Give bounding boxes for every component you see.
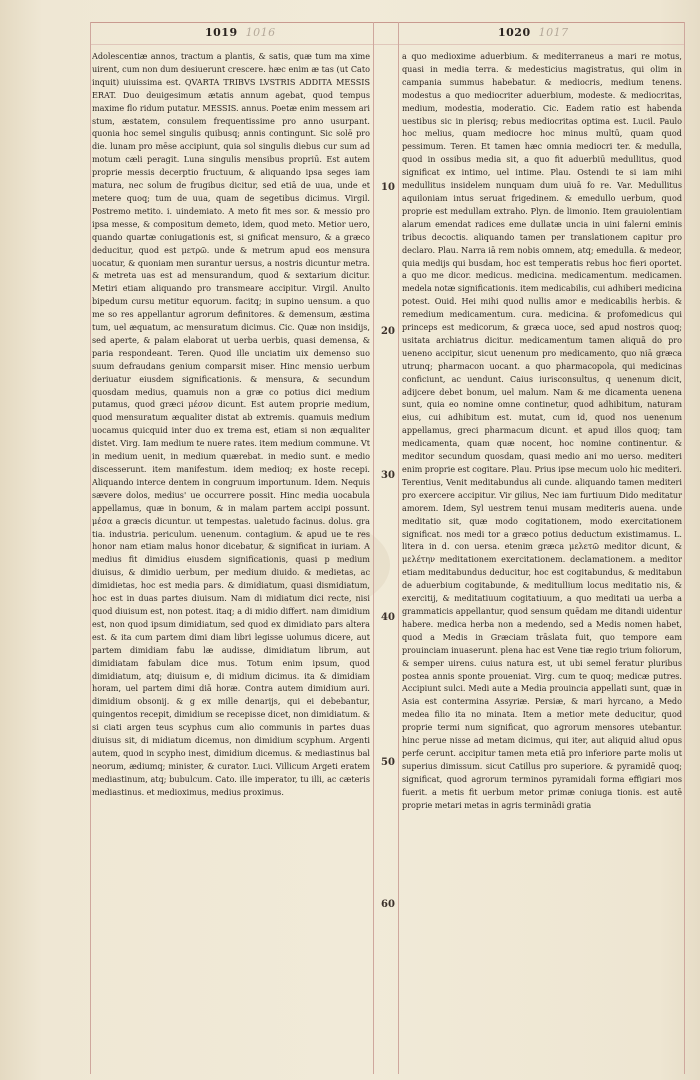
- left-folio-number: 1019: [205, 26, 238, 39]
- right-folio-number: 1020: [498, 26, 531, 39]
- left-margin-rule: [90, 22, 91, 1074]
- top-rule: [90, 22, 684, 23]
- right-folio-faint: 1017: [538, 26, 569, 39]
- header-rule: [90, 44, 684, 45]
- gutter-rule-left: [373, 22, 374, 1074]
- line-number: 10: [381, 182, 395, 193]
- line-number: 30: [381, 470, 395, 481]
- gutter-rule-right: [398, 22, 399, 1074]
- right-text-column: [402, 50, 682, 1055]
- line-number: 50: [381, 757, 395, 768]
- left-text-column: [92, 50, 370, 1055]
- right-margin-rule: [684, 22, 685, 1074]
- right-folio: [498, 26, 569, 39]
- left-column-text: Adolescentiæ annos, tractum a plantis, & satis, quæ tum ma xime uirent, cum non dum desiuerunt crescere. hæc enim æ tas (ut Cato inquit) uiuissima est. QVARTA TRIBVS LVSTRIS ADDITA MESSIS ERAT. Duo deuigesimum ætatis annum agebat, quod tempus maxime flo ridum putatur. MESSIS. annus. Poetæ enim messem ari stum, æstatem, consulem frequentissime pro anno usurpant. quonia hoc semel singulis quibusq; annis contingunt. Sic solē pro die. lunam pro mēse accipiunt, quia sol singulis diebus cur sum ad motum cæli peragit. Luna singulis mensibus propriū. Est autem proprie messis decerptio fructuum, & aliquando ipsa seges iam matura, nec solum de frugibus dicitur, sed etiā de uua, unde et metere quoq; tum de uua, quam de segetibus dicimus. Virgil. Postremo metito. i. uindemiato. A meto fit mes sor. & messio pro ipsa messe, & compositum demeto, idem, quod meto. Metior uero, quando quartæ coniugationis est, si gnificat mensuro, & a græco deducitur, quod est μετρῶ. unde & metrum apud eos mensura uocatur, & quoniam men surantur uersus, a nostris dicuntur metra. & metreta uas est ad mensurandum, quod & sextarium dicitur. Metiri etiam aliquando pro transmeare accipitur. Virgil. Anulto bipedum cursu metitur equorum. facitq; in supino uensum. a quo me so res appellantur agrorum definitores. & demensum, æstima tum, uel æquatum, ac mensuratum dicimus. Cic. Quæ non insidijs, sed aperte, & palam elaborat ut uerba uerbis, quasi demensa, & paria respondeant. Teren. Quod ille unciatim uix demenso suo suum defraudans genium comparsit miser. Hinc mensio uerbum deriuatur eiusdem significationis. & mensura, & secundum quosdam medius, quamuis non a græ co potius dici medium putamus, quod græci μέσον dicunt. Est autem proprie medium, quod mensuratum æqualiter distat ab extremis. quamuis medium uocamus quicquid inter duo ex trema est, etiam si non æqualiter distet. Virg. Iam medium te nuere rates. item medium commune. Vt in medium uenit, in medium quærebat. in medio sunt. e medio discesserunt. item manifestum. idem medioq; ex hoste recepi. Aliquando interce dentem in congruum importunum. Idem. Nequis sævere dolos, medius' ue occurrere possit. Hinc media uocabula appellamus, quæ in bonum, & in malam partem accipi possunt. μέσα a græcis dicuntur. ut tempestas. ualetudo facinus. dolus. gra tia. industria. periculum. uenenum. contagium. & apud ue te res honor nam etiam malus honor dicebatur, & significat in iuriam. A medius fit dimidius eiusdem significationis, quasi p medium diuisus, & dimidio uerbum, per medium diuido. & medietas, ac dimidietas, hoc est media pars. & dimidiatum, quasi dismidiatum, hoc est in duas partes diuisum. Nam di midiatum dici recte, nisi quod diuisum est, non potest. itaq; a di midio differt. nam dimidium est, non quod ipsum dimidiatum, sed quod ex dimidiato pars altera est. & ita cum partem dimi diam libri legisse uolumus dicere, aut partem dimidiam fabu læ audisse, dimidiatum librum, aut dimidiatam fabulam dice mus. Totum enim ipsum, quod dimidiatum, atq; diuisum e, di midium dicimus. ita & dimidiam horam, uel partem dimi diā horæ. Contra autem dimidium auri. dimidium obsonij. & g ex mille denarijs, qui ei debebantur, quingentos recepit, dimidium se recepisse dicet, non dimidiatum. & si ciati argen teus scyphus cum alio communis in partes duas diuisus sit, di midiatum dicemus, non dimidium scyphum. Argenti autem, quod in scypho inest, dimidium dicemus. & mediastinus bal neorum, ædiumq; minister, & curator. Luci. Villicum Argeti eratem mediastinum, atq; bubulcum. Cato. ille imperator, tu illi, ac cæteris mediastinus. et medioximus, medius proximus.: [92, 51, 370, 797]
- line-number: 40: [381, 612, 395, 623]
- left-folio: [205, 26, 276, 39]
- line-number: 60: [381, 899, 395, 910]
- left-folio-faint: 1016: [245, 26, 276, 39]
- right-column-text: a quo medioxime aduerbium. & mediterraneus a mari re motus, quasi in media terra. & medesticius magistratus, qui olim in campania summus habebatur. & mediocris, medium tenens. modestus a quo mediocriter aduerbium, modeste. & mediocritas, medium, modestia, moderatio. Cic. Eadem ratio est habenda uestibus sic in plerisq; rebus mediocritas optima est. Lucil. Paulo hoc melius, quam mediocre hoc minus multū, quam quod pessimum. Teren. Et tamen hæc omnia mediocri ter. & medulla, quod in ossibus media sit, a quo fit aduerbiū medullitus, quod significat ex intimo, uel intime. Plau. Ostendi te si iam mihi medullitus insidelem nunquam dum uiuā fo re. Var. Medullitus aquiloniam intus seruat frigedinem. & emedullo uerbum, quod proprie est medullam extraho. Plyn. de limonio. Item grauiolentiam alarum emendat radices eme dullatæ uncia in uini falerni eminis tribus decoctis. aliquando tamen per translationem capitur pro declaro. Plau. Narra iā rem nobis omnem, atq; emedulla. & medeor, quia medijs qui busdam, hoc est temperatis rebus hoc fieri oportet. a quo me dicor. medicus. medicina. medicamentum. medicamen. medela notæ significationis. item medicabilis, cui adhiberi medicina potest. Ouid. Hei mihi quod nullis amor e medicabilis herbis. & remedium medicamentum. cura. medicina. & profomedicus qui princeps est medicorum, & græca uoce, sed apud nostros quoq; usitata archiatrus dicitur. medicamentum tamen aliquā do pro ueneno accipitur, sicut uenenum pro medicamento, quo niā græca utrunq; pharmacon uocant. a quo pharmacopola, qui medicinas conficiunt, ac uendunt. Caius iurisconsultus, q uenenum dicit, adijcere debet bonum, uel malum. Nam & me dicamenta uenena sunt, quia eo nomine omne continetur, quod adhibitum, naturam eius, cui adhibitum est. mutat, cum id, quod nos uenenum appellamus, greci pharmacum dicunt. et apud illos quoq; tam medicamenta, quam quæ nocent, hoc nomine continentur. & meditor secundum quosdam, quasi medio ani mo uerso. mediteri enim proprie est cogitare. Plau. Prius ipse mecum uolo hic mediteri. Terentius, Venit meditabundus ali cunde. aliquando tamen mediteri pro exercere accipitur. Vir gilius, Nec iam furtiuum Dido meditatur amorem. Idem, Syl uestrem tenui musam mediteris auena. unde meditatio sit, quæ modo cogitationem, modo exercitationem significat. nos medi tor a græco potius deductum existimamus. L. litera in d. con uersa. etenim græca μελετῶ meditor dicunt, & μελέτην meditationem exercitationem. declamationem. a meditor etiam meditabundus deducitur, hoc est cogitabundus, & meditabun de aduerbium cogitabunde, & meditullium locus meditatio nis, & exercitij, & meditatiuum cogitatiuum, a quo meditati ua uerba a grammaticis appellantur, quod sensum quēdam me ditandi uidentur habere. medica herba non a medendo, sed a Medis nomen habet, quod a Medis in Græciam trāslata fuit, quo tempore eam prouinciam inuaserunt. plena hac est Vene tiæ regio trium foliorum, & semper uirens. cuius natura est, ut ubi semel feratur pluribus postea annis sponte proueniat. Virg. cum te quoq; medicæ putres. Accipiunt sulci. Medi aute a Media prouincia appellati sunt, quæ in Asia est contermina Assyriæ. Persiæ, & mari hyrcano, a Medo medea filio ita no minata. Item a metior mete deducitur, quod proprie termi num significat, quo agrorum mensores utebantur. hinc perue nisse ad metam dicimus, qui iter, aut aliquid aliud opus perfe cerunt. accipitur tamen meta etiā pro inferiore parte molis ut superius dimissum. sicut Catillus pro superiore. & pyramidē quoq; significat, quod agrorum terminos pyramidali forma effigiari mos fuerit. a metis fit uerbum metor primæ coniuga tionis. est autē proprie metari metas in agris terminādi gratia: [402, 51, 682, 810]
- line-number: 20: [381, 326, 395, 337]
